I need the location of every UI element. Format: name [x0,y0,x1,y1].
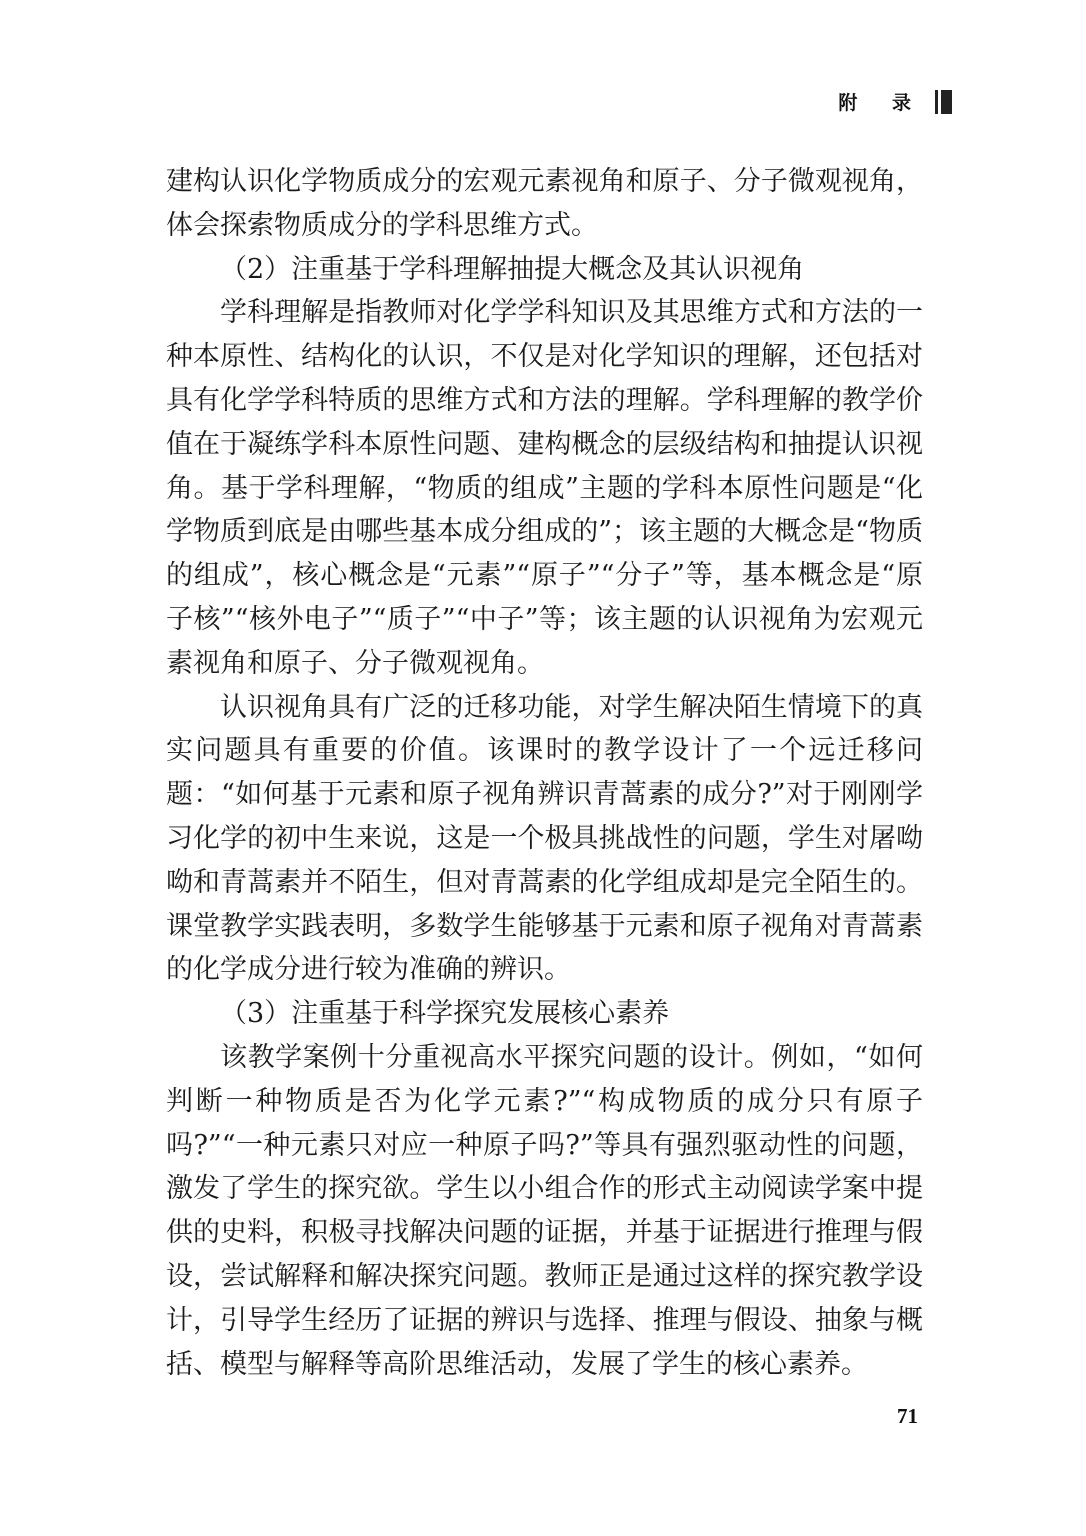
page-number: 71 [897,1404,918,1428]
header-bars-ornament [935,90,952,114]
page-body [166,160,923,1386]
paragraph-4: 该教学案例十分重视高水平探究问题的设计。例如，“如何判断一种物质是否为化学元素?”“构成物质的成分只有原子吗?”“一种元素只对应一种原子吗?”等具有强烈驱动性的问题，激发了学生的探究欲。学生以小组合作的形式主动阅读学案中提供的史料，积极寻找解决问题的证据，并基于证据进行推理与假设，尝试解释和解决探究问题。教师正是通过这样的探究教学设计，引导学生经历了证据的辨识与选择、推理与假设、抽象与概括、模型与解释等高阶思维活动，发展了学生的核心素养。 [166,1041,923,1380]
running-header [838,88,952,115]
header-bar-thick [941,90,952,114]
paragraph-1: 建构认识化学物质成分的宏观元素视角和原子、分子微观视角，体会探索物质成分的学科思维方式。 [166,166,923,241]
header-title: 附 录 [838,92,925,114]
header-bar-thin [935,90,938,114]
paragraph-2: 学科理解是指教师对化学学科知识及其思维方式和方法的一种本原性、结构化的认识，不仅是对化学知识的理解，还包括对具有化学学科特质的思维方式和方法的理解。学科理解的教学价值在于凝练学科本原性问题、建构概念的层级结构和抽提认识视角。基于学科理解，“物质的组成”主题的学科本原性问题是“化学物质到底是由哪些基本成分组成的”；该主题的大概念是“物质的组成”，核心概念是“元素”“原子”“分子”等，基本概念是“原子核”“核外电子”“质子”“中子”等；该主题的认识视角为宏观元素视角和原子、分子微观视角。 [166,297,923,679]
section-heading-2: （2）注重基于学科理解抽提大概念及其认识视角 [220,253,805,285]
paragraph-3: 认识视角具有广泛的迁移功能，对学生解决陌生情境下的真实问题具有重要的价值。该课时的教学设计了一个远迁移问题：“如何基于元素和原子视角辨识青蒿素的成分?”对于刚刚学习化学的初中生来说，这是一个极具挑战性的问题，学生对屠呦呦和青蒿素并不陌生，但对青蒿素的化学组成却是完全陌生的。课堂教学实践表明，多数学生能够基于元素和原子视角对青蒿素的化学成分进行较为准确的辨识。 [166,691,923,986]
section-heading-3: （3）注重基于科学探究发展核心素养 [220,998,670,1030]
